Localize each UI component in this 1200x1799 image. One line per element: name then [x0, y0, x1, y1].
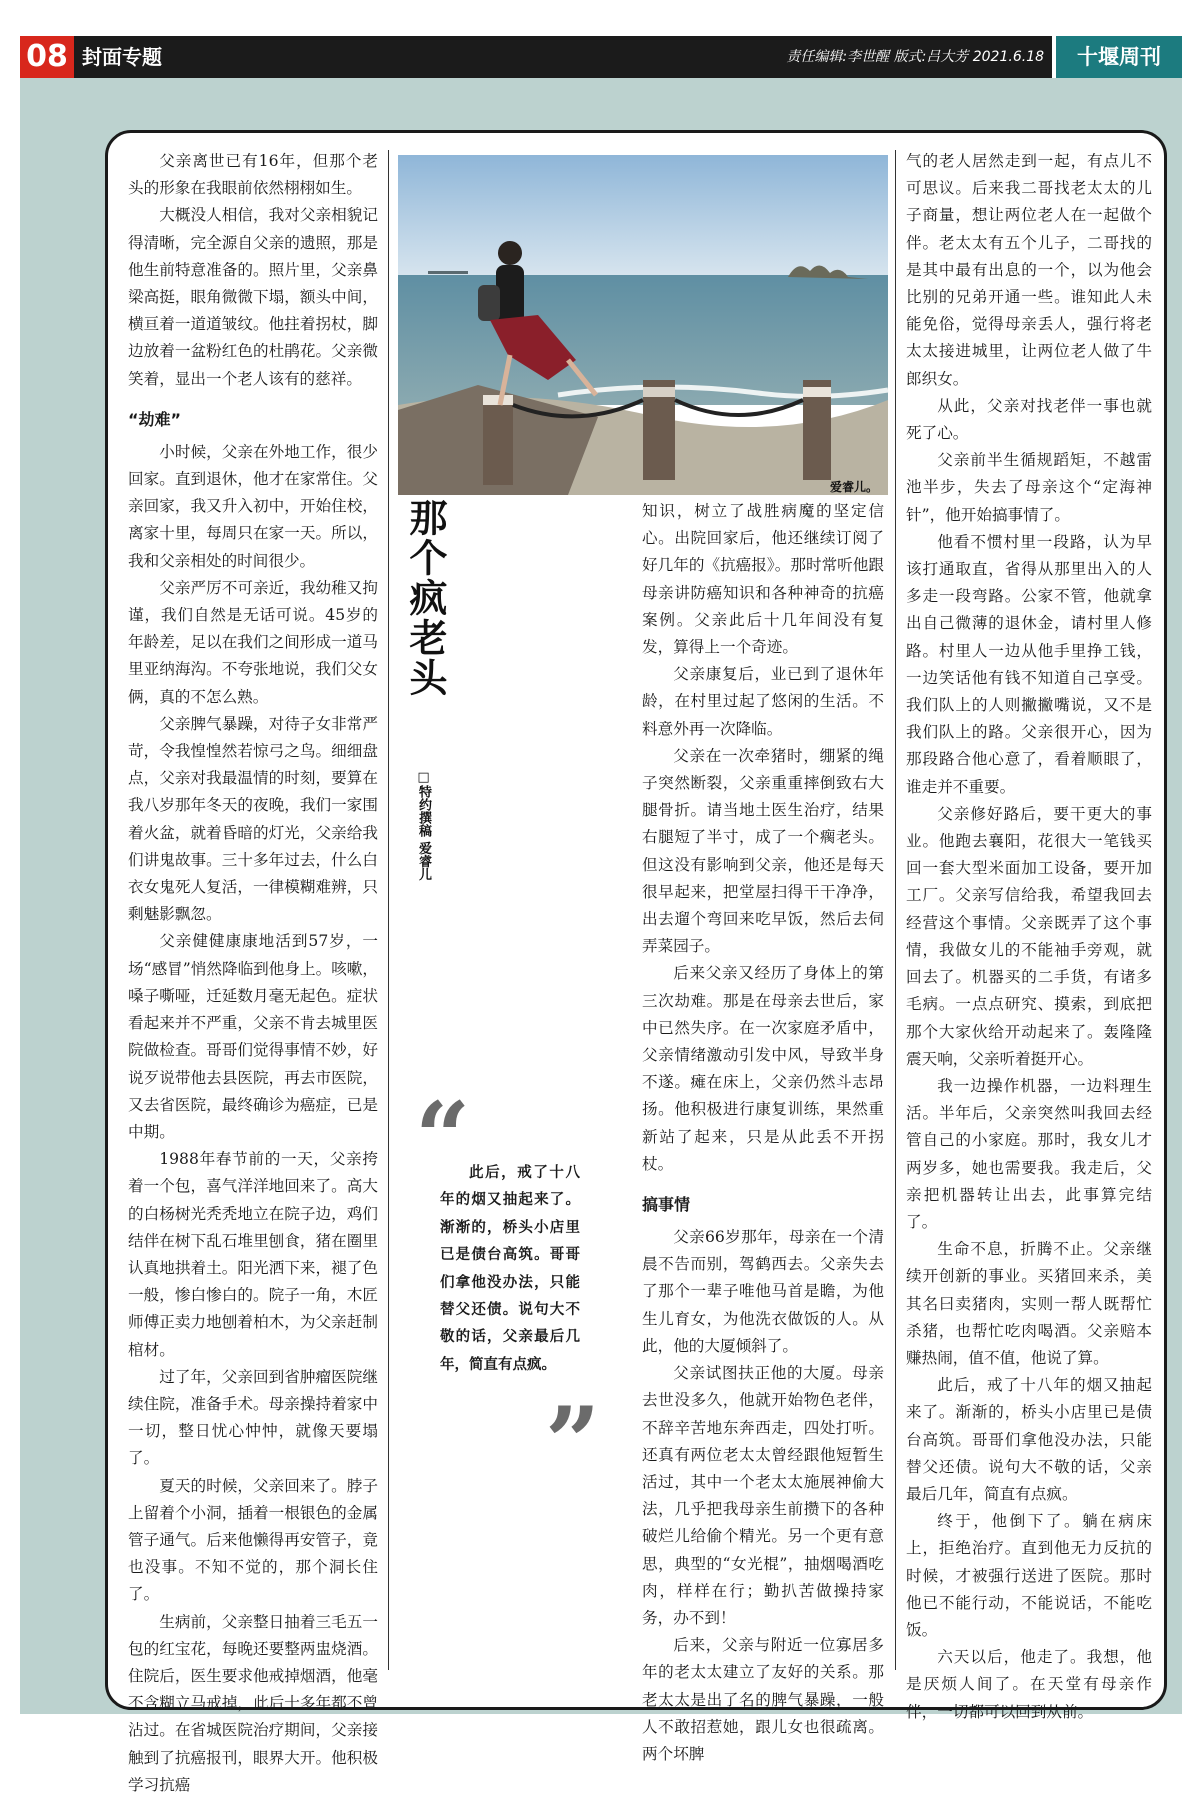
paragraph: 小时候，父亲在外地工作，很少回家。直到退休，他才在家常住。父亲回家，我又升入初中，开始住校，离家十里，每周只在家一天。所以，我和父亲相处的时间很少。 — [128, 442, 378, 570]
publication-brand: 十堰周刊 — [1052, 36, 1182, 78]
article-photo — [398, 155, 888, 495]
paragraph: 六天以后，他走了。我想，他是厌烦人间了。在天堂有母亲作伴，一切都可以回到从前。 — [906, 1648, 1152, 1721]
paragraph: 生病前，父亲整日抽着三毛五一包的红宝花，每晚还要整两盅烧酒。住院后，医生要求他戒掉烟酒，他毫不含糊立马戒掉，此后十多年都不曾沾过。在省城医院治疗期间，父亲接触到了抗癌报刊，眼界大开。他积极学习抗癌 — [128, 1612, 378, 1794]
paragraph: 他看不惯村里一段路，认为早该打通取直，省得从那里出入的人多走一段弯路。公家不管，他就拿出自己微薄的退休金，请村里人修路。村里人一边从他手里挣工钱，一边笑话他有钱不知道自己享受。我们队上的人则撇撇嘴说，又不是我们队上的路。父亲很开心，因为那段路合他心意了，看着顺眼了，谁走并不重要。 — [906, 532, 1152, 796]
close-quote-icon: ” — [545, 1386, 601, 1499]
paragraph: 父亲在一次牵猪时，绷紧的绳子突然断裂，父亲重重摔倒致右大腿骨折。请当地土医生治疗，结果右腿短了半寸，成了一个瘸老头。但这没有影响到父亲，他还是每天很早起来，把堂屋扫得干干净净，出去遛个弯回来吃早饭，然后去伺弄菜园子。 — [642, 746, 884, 956]
paragraph: 父亲严厉不可亲近，我幼稚又拘谨，我们自然是无话可说。45岁的年龄差，足以在我们之间形成一道马里亚纳海沟。不夸张地说，我们父女俩，真的不怎么熟。 — [128, 578, 378, 706]
paragraph: 父亲康复后，业已到了退休年龄，在村里过起了悠闲的生活。不料意外再一次降临。 — [642, 665, 884, 738]
pull-quote: 此后，戒了十八年的烟又抽起来了。渐渐的，桥头小店里已是债台高筑。哥哥们拿他没办法，只能替父还债。说句大不敬的话，父亲最后几年，简直有点疯。 — [440, 1165, 580, 1373]
paragraph: 父亲试图扶正他的大厦。母亲去世没多久，他就开始物色老伴，不辞辛苦地东奔西走，四处打听。还真有两位老太太曾经跟他短暂生活过，其中一个老太太施展神偷大法，几乎把我母亲生前攒下的各种破烂儿给偷个精光。另一个更有意思，典型的“女光棍”，抽烟喝酒吃肉，样样在行；勤扒苦做操持家务，办不到！ — [642, 1364, 884, 1627]
paragraph: 父亲离世已有16年，但那个老头的形象在我眼前依然栩栩如生。 — [128, 152, 378, 198]
paragraph: 父亲66岁那年，母亲在一个清晨不告而别，驾鹤西去。父亲失去了那个一辈子唯他马首是瞻，为他生儿育女，为他洗衣做饭的人。从此，他的大厦倾斜了。 — [642, 1228, 884, 1355]
article-title: 那个疯老头 — [403, 498, 448, 698]
paragraph: 气的老人居然走到一起，有点儿不可思议。后来我二哥找老太太的儿子商量，想让两位老人在一起做个伴。老太太有五个儿子，二哥找的是其中最有出息的一个，以为他会比别的兄弟开通一些。谁知此人未能免俗，觉得母亲丢人，强行将老太太接进城里，让两位老人做了牛郎织女。 — [906, 152, 1152, 388]
page-number: 08 — [20, 36, 74, 78]
paragraph: 后来父亲又经历了身体上的第三次劫难。那是在母亲去世后，家中已然失序。在一次家庭矛盾中，父亲情绪激动引发中风，导致半身不遂。瘫在床上，父亲仍然斗志昂扬。他积极进行康复训练，果然重新站了起来，只是从此丢不开拐杖。 — [642, 964, 884, 1173]
paragraph: 父亲修好路后，要干更大的事业。他跑去襄阳，花很大一笔钱买回一套大型米面加工设备，要开加工厂。父亲写信给我，希望我回去经营这个事情。父亲既弄了这个事情，我做女儿的不能袖手旁观，就回去了。机器买的二手货，有诸多毛病。一点点研究、摸索，到底把那个大家伙给开动起来了。轰隆隆震天响，父亲听着挺开心。 — [906, 804, 1152, 1068]
paragraph: 后来，父亲与附近一位寡居多年的老太太建立了友好的关系。那老太太是出了名的脾气暴躁，一般人不敢招惹她，跟儿女也很疏离。两个坏脾 — [642, 1636, 884, 1763]
subheading: “劫难” — [128, 409, 182, 429]
paragraph: 知识，树立了战胜病魔的坚定信心。出院回家后，他还继续订阅了好几年的《抗癌报》。那时常听他跟母亲讲防癌知识和各种神奇的抗癌案例。父亲此后十几年间没有复发，算得上一个奇迹。 — [642, 502, 884, 657]
subheading: 搞事情 — [642, 1195, 691, 1215]
paragraph: 过了年，父亲回到省肿瘤医院继续住院，准备手术。母亲操持着家中一切，整日忧心忡忡，就像天要塌了。 — [128, 1367, 378, 1468]
article-column-2 — [642, 498, 884, 1768]
paragraph: 1988年春节前的一天，父亲挎着一个包，喜气洋洋地回来了。高大的白杨树光秃秃地立在院子边，鸡们结伴在树下乱石堆里刨食，猪在圈里认真地拱着土。阳光洒下来，褪了色一般，惨白惨白的。院子一角，木匠师傅正卖力地刨着柏木，为父亲赶制棺材。 — [128, 1150, 378, 1359]
page-header — [20, 36, 1182, 78]
article-column-1 — [128, 148, 378, 1799]
paragraph: 父亲脾气暴躁，对待子女非常严苛，令我惶惶然若惊弓之鸟。细细盘点，父亲对我最温情的时刻，要算在我八岁那年冬天的夜晚，我们一家围着火盆，就着昏暗的灯光，父亲给我们讲鬼故事。三十多年过去，什么白衣女鬼死人复活，一律模糊难辨，只剩魅影飘忽。 — [128, 714, 378, 924]
paragraph: 大概没人相信，我对父亲相貌记得清晰，完全源自父亲的遗照，那是他生前特意准备的。照片里，父亲鼻梁高挺，眼角微微下塌，额头中间，横亘着一道道皱纹。他拄着拐杖，脚边放着一盆粉红色的杜鹃花。父亲微笑着，显出一个老人该有的慈祥。 — [128, 206, 378, 388]
photo-caption: 爱睿儿。 — [830, 480, 879, 494]
paragraph: 从此，父亲对找老伴一事也就死了心。 — [906, 396, 1152, 443]
paragraph: 终于，他倒下了。躺在病床上，拒绝治疗。直到他无力反抗的时候，才被强行送进了医院。那时他已不能行动，不能说话，不能吃饭。 — [906, 1512, 1152, 1639]
paragraph: 父亲前半生循规蹈矩，不越雷池半步，失去了母亲这个“定海神针”，他开始搞事情了。 — [906, 451, 1152, 524]
editor-credits: 责任编辑:李世醒 版式:吕大芳 2021.6.18 — [786, 49, 1044, 65]
paragraph: 夏天的时候，父亲回来了。脖子上留着个小洞，插着一根银色的金属管子通气。后来他懒得再安管子，竟也没事。不知不觉的，那个洞长住了。 — [128, 1476, 378, 1604]
title-block — [398, 498, 448, 698]
open-quote-icon: “ — [415, 1081, 471, 1194]
paragraph: 此后，戒了十八年的烟又抽起来了。渐渐的，桥头小店里已是债台高筑。哥哥们拿他没办法，只能替父还债。说句大不敬的话，父亲最后几年，简直有点疯。 — [906, 1376, 1152, 1503]
byline: □特约撰稿 爱睿儿 — [416, 770, 431, 881]
paragraph: 生命不息，折腾不止。父亲继续开创新的事业。买猪回来杀，美其名曰卖猪肉，实则一帮人既帮忙杀猪，也帮忙吃肉喝酒。父亲赔本赚热闹，值不值，他说了算。 — [906, 1240, 1152, 1367]
article-column-3 — [906, 148, 1152, 1726]
paragraph: 我一边操作机器，一边料理生活。半年后，父亲突然叫我回去经管自己的小家庭。那时，我女儿才两岁多，她也需要我。我走后，父亲把机器转让出去，此事算完结了。 — [906, 1076, 1152, 1231]
section-title: 封面专题 — [82, 45, 162, 69]
column-rule — [895, 150, 896, 1670]
column-rule — [388, 150, 389, 1670]
paragraph: 父亲健健康康地活到57岁，一场“感冒”悄然降临到他身上。咳嗽，嗓子嘶哑，迁延数月毫无起色。症状看起来并不严重，父亲不肯去城里医院做检查。哥哥们觉得事情不妙，好说歹说带他去县医院，再去市医院，又去省医院，最终确诊为癌症，已是中期。 — [128, 932, 378, 1141]
seaside-photo-illustration — [398, 155, 888, 495]
